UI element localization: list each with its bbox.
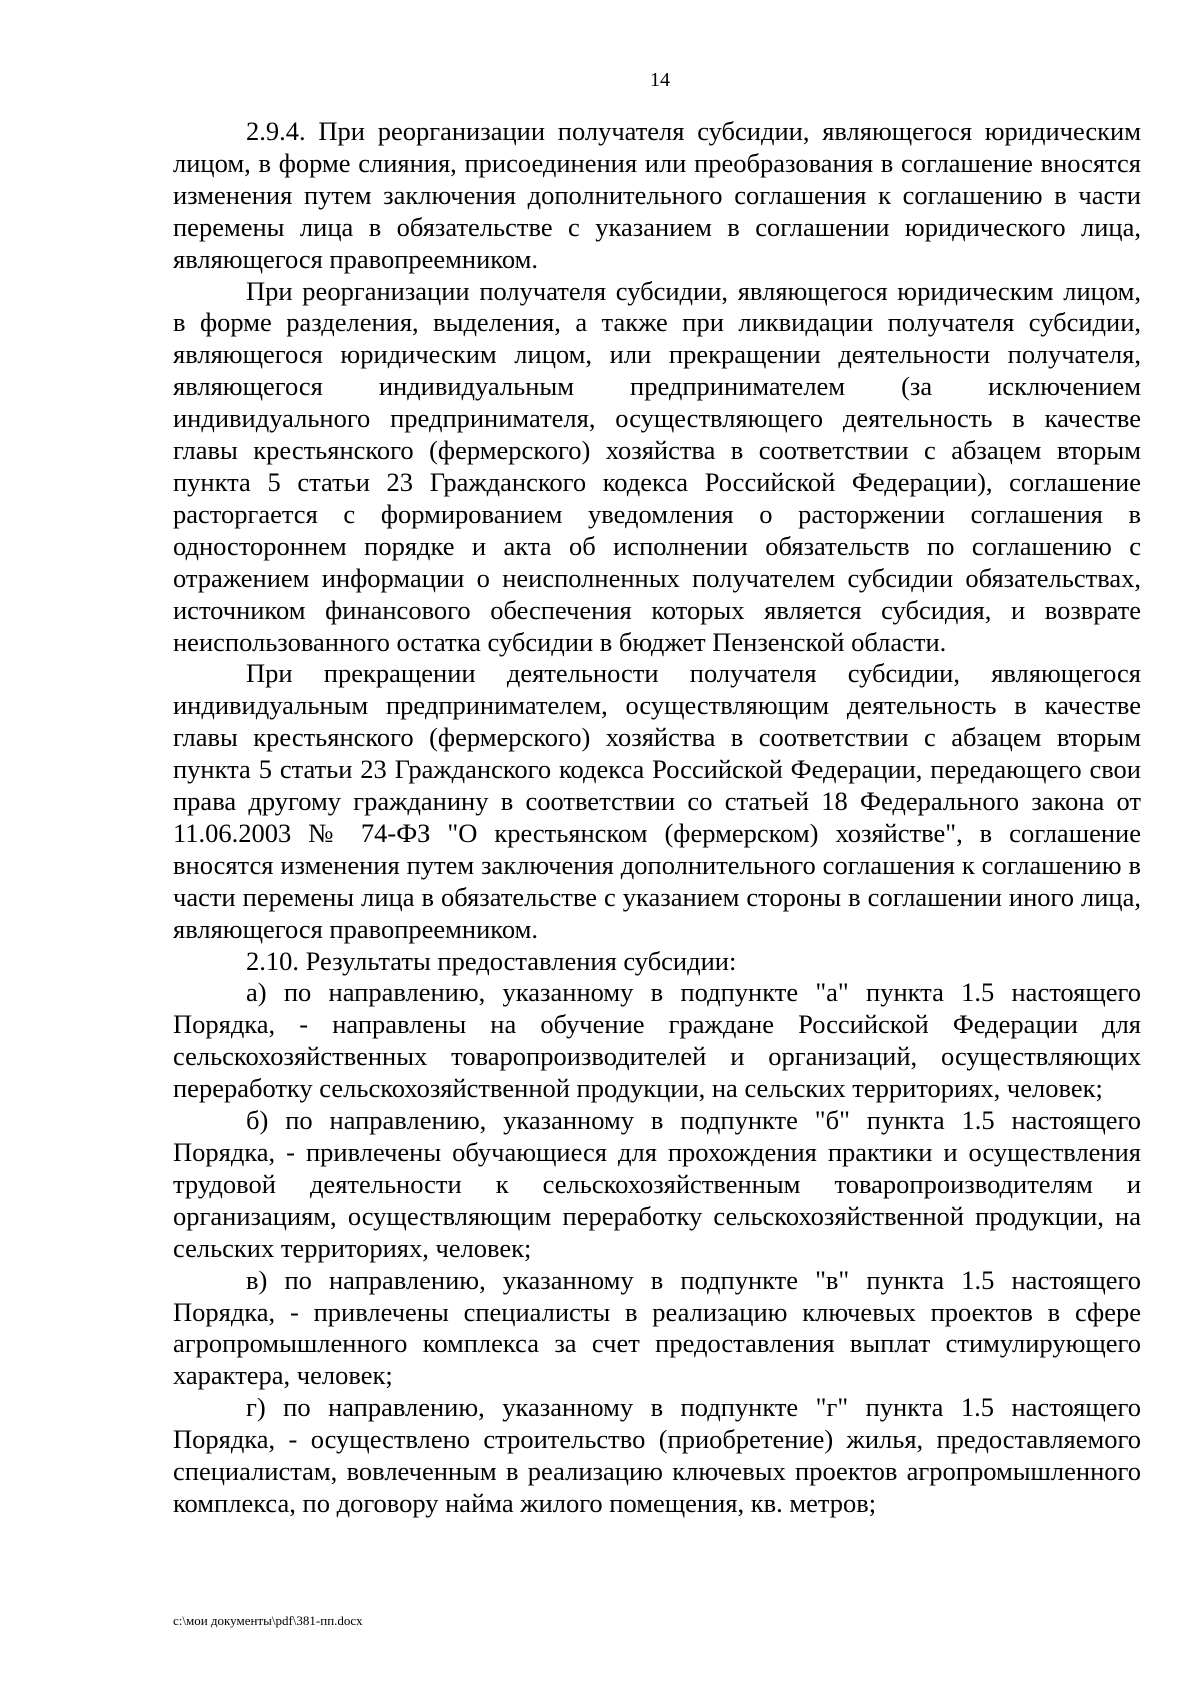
document-body — [173, 116, 1141, 1520]
paragraph-farm-termination: При прекращении деятельности получателя субсидии, являющегося индивидуальным предпринимателем, осуществляющим деятельность в качестве главы крестьянского (фермерского) хозяйства в соответствии с абзацем вторым пункта 5 статьи 23 Гражданского кодекса Российской Федерации, передающего свои права другому гражданину в соответствии со статьей 18 Федерального закона от 11.06.2003 № 74-ФЗ "О крестьянском (фермерском) хозяйстве", в соглашение вносятся изменения путем заключения дополнительного соглашения к соглашению в части перемены лица в обязательстве с указанием стороны в соглашении иного лица, являющегося правопреемником. — [173, 658, 1141, 944]
paragraph-2-10-heading: 2.10. Результаты предоставления субсидии: — [246, 945, 737, 976]
footer-file-path: c:\мои документы\pdf\381-пп.docx — [173, 1613, 363, 1628]
paragraph-result-b: б) по направлению, указанному в подпункте "б" пункта 1.5 настоящего Порядка, - привлечены обучающиеся для прохождения практики и осуществления трудовой деятельности к сельскохозяйственным товаропроизводителям и организациям, осуществляющим переработку сельскохозяйственной продукции, на сельских территориях, человек; — [173, 1105, 1141, 1263]
paragraph-result-a: а) по направлению, указанному в подпункте "а" пункта 1.5 настоящего Порядка, - направлены на обучение граждане Российской Федерации для сельскохозяйственных товаропроизводителей и организаций, осуществляющих переработку сельскохозяйственной продукции, на сельских территориях, человек; — [173, 977, 1141, 1104]
paragraph-2-9-4: 2.9.4. При реорганизации получателя субсидии, являющегося юридическим лицом, в форме слияния, присоединения или преобразования в соглашение вносятся изменения путем заключения дополнительного соглашения к соглашению в части перемены лица в обязательстве с указанием в соглашении юридического лица, являющегося правопреемником. — [173, 116, 1141, 274]
paragraph-result-v: в) по направлению, указанному в подпункте "в" пункта 1.5 настоящего Порядка, - привлечены специалисты в реализацию ключевых проектов в сфере агропромышленного комплекса за счет предоставления выплат стимулирующего характера, человек; — [173, 1264, 1141, 1391]
paragraph-reorganization-division: При реорганизации получателя субсидии, являющегося юридическим лицом, в форме разделения, выделения, а также при ликвидации получателя субсидии, являющегося юридическим лицом, или прекращении деятельности получателя, являющегося индивидуальным предпринимателем (за исключением индивидуального предпринимателя, осуществляющего деятельность в качестве главы крестьянского (фермерского) хозяйства в соответствии с абзацем вторым пункта 5 статьи 23 Гражданского кодекса Российской Федерации), соглашение расторгается с формированием уведомления о расторжении соглашения в одностороннем порядке и акта об исполнении обязательств по соглашению с отражением информации о неисполненных получателем субсидии обязательствах, источником финансового обеспечения которых является субсидия, и возврате неиспользованного остатка субсидии в бюджет Пензенской области. — [173, 275, 1141, 657]
page-number: 14 — [650, 69, 670, 91]
paragraph-result-g: г) по направлению, указанному в подпункте "г" пункта 1.5 настоящего Порядка, - осуществлено строительство (приобретение) жилья, предоставляемого специалистам, вовлеченным в реализацию ключевых проектов агропромышленного комплекса, по договору найма жилого помещения, кв. метров; — [173, 1392, 1141, 1518]
